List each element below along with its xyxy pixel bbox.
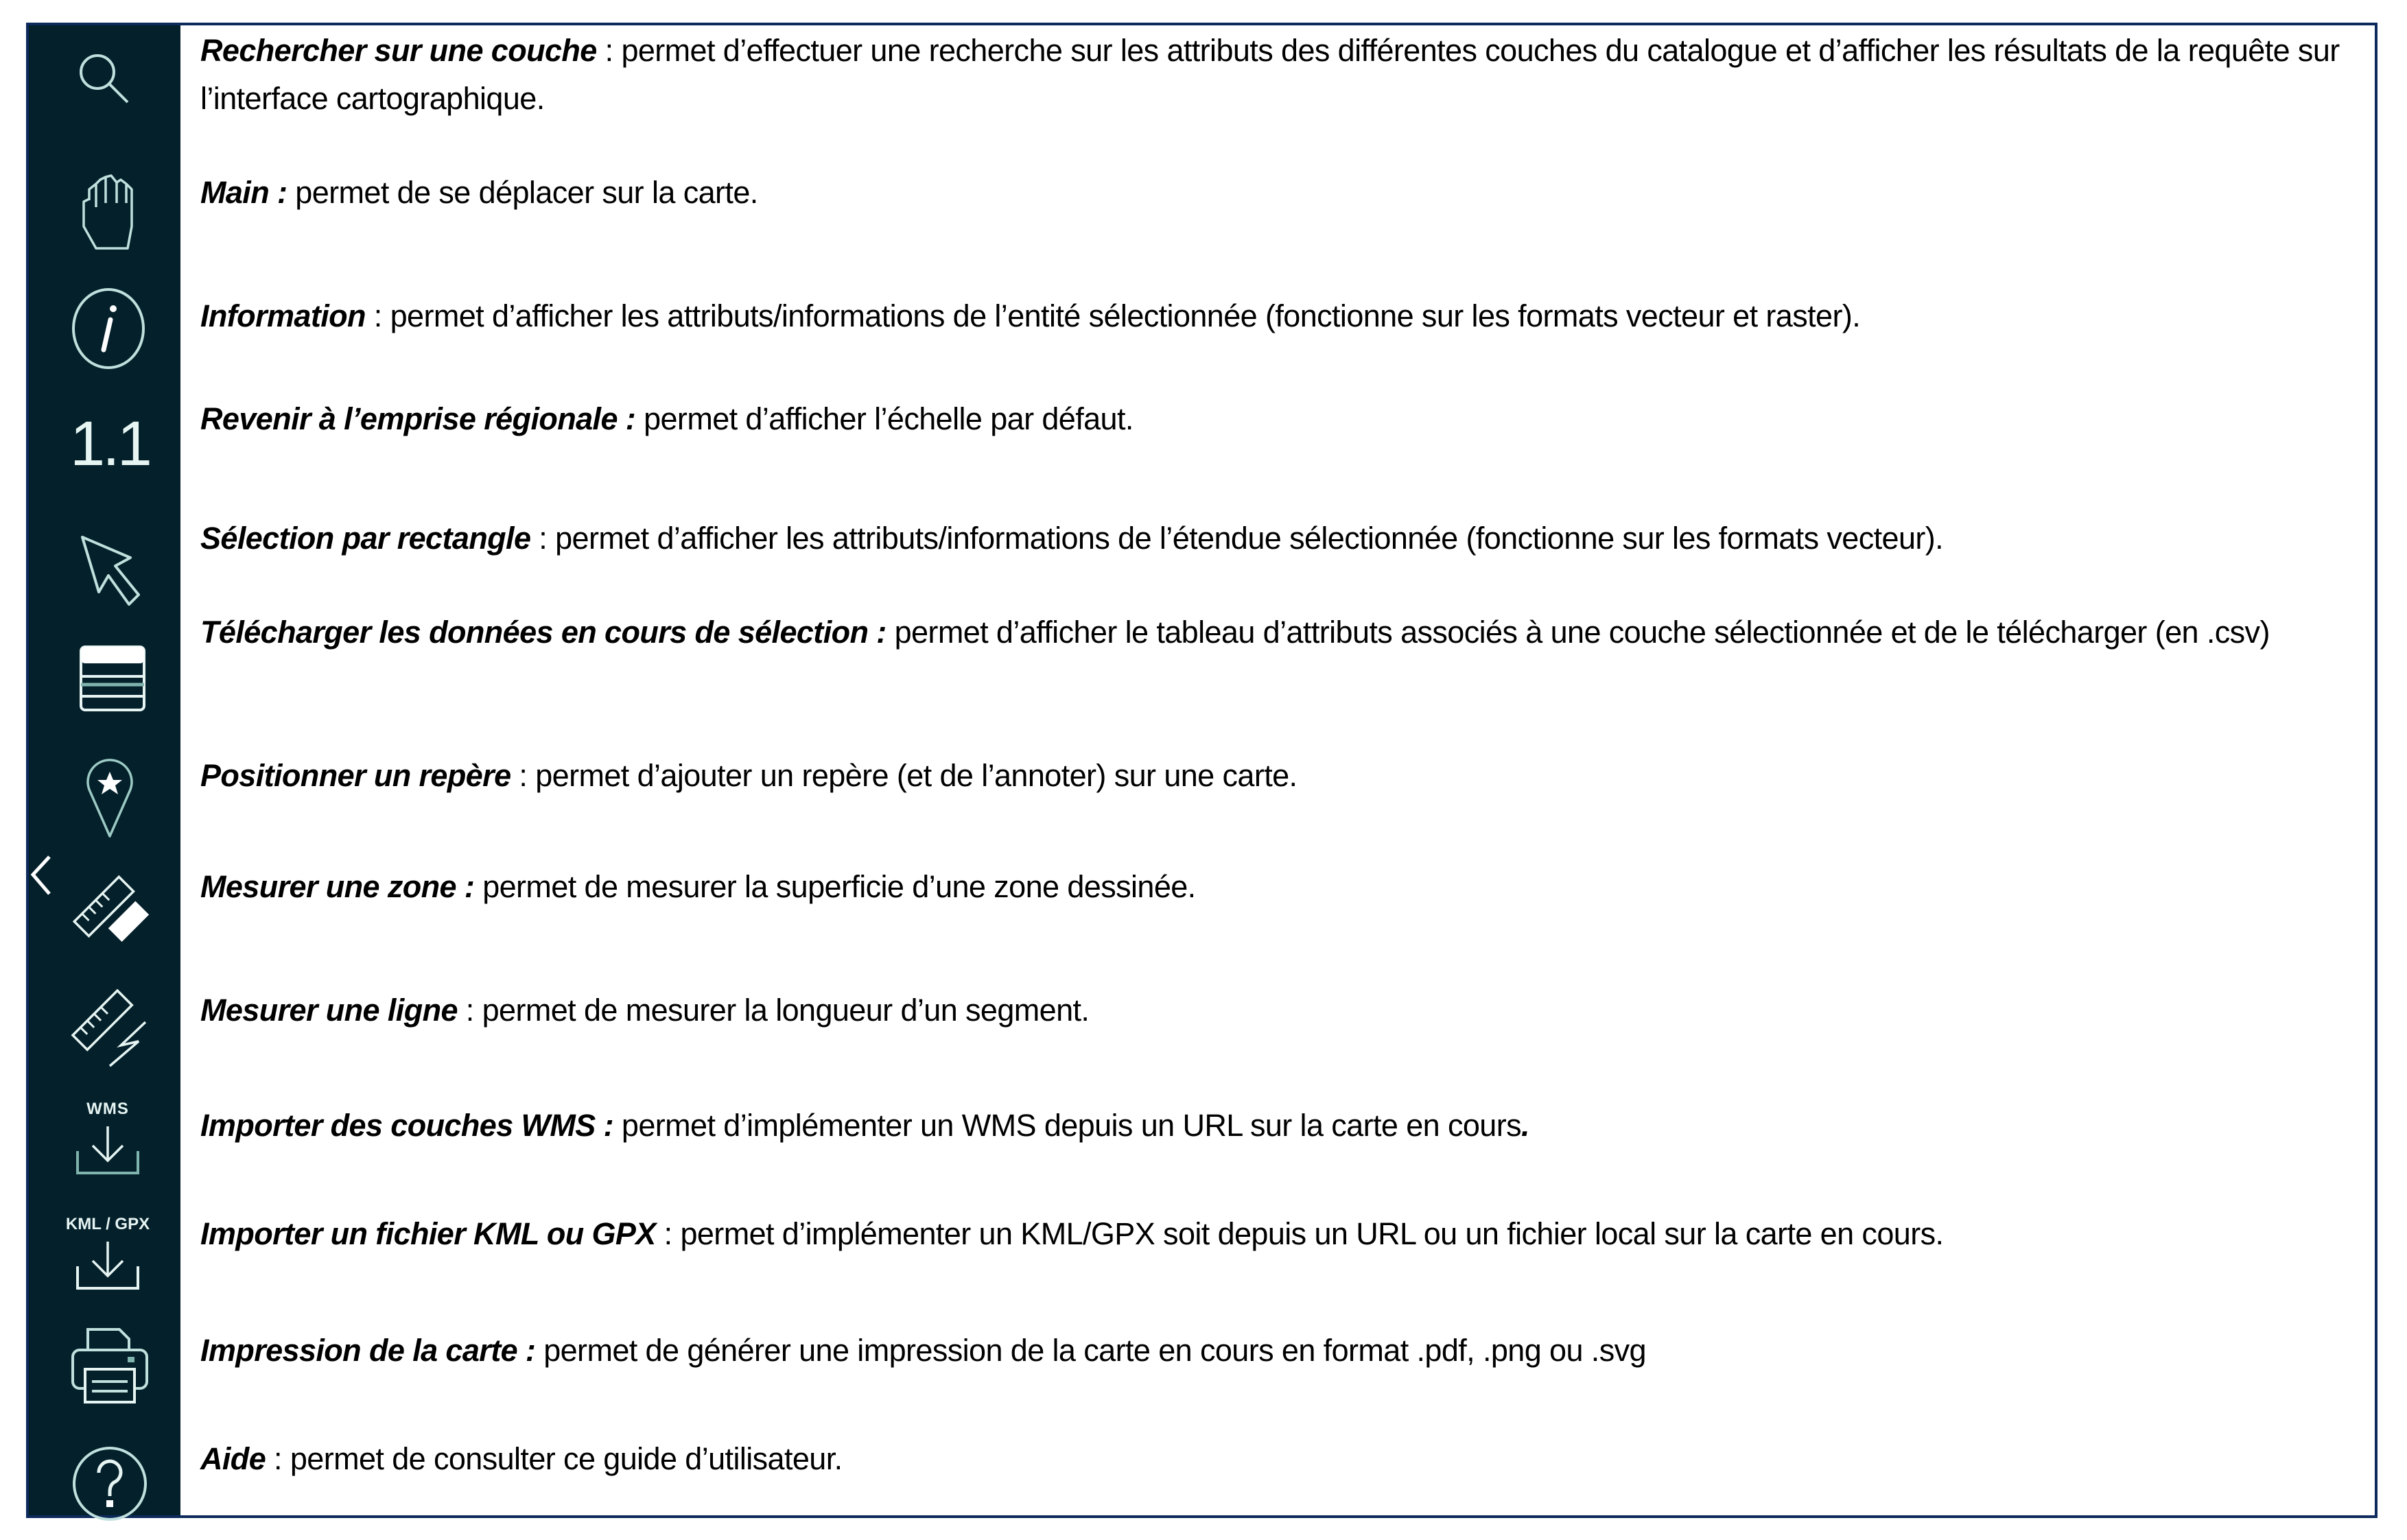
tool-separator: : bbox=[596, 33, 622, 68]
pointer-icon[interactable] bbox=[78, 533, 147, 615]
tool-title: Positionner un repère bbox=[200, 758, 511, 793]
tool-description: permet d’implémenter un WMS depuis un URL sur la carte en cours bbox=[621, 1108, 1522, 1143]
search-icon[interactable] bbox=[78, 53, 133, 108]
hand-icon[interactable] bbox=[78, 173, 133, 248]
tool-separator: : bbox=[510, 758, 536, 793]
tool-separator: : bbox=[457, 993, 482, 1028]
import-kml-gpx-icon[interactable] bbox=[49, 1216, 166, 1291]
tool-description: permet d’afficher les attributs/informations de l’entité sélectionnée (fonctionne sur les formats vecteur et raster). bbox=[390, 298, 1861, 333]
tool-description: permet de se déplacer sur la carte. bbox=[295, 175, 758, 210]
tool-row-marker bbox=[200, 752, 2362, 800]
printer-icon[interactable] bbox=[70, 1327, 150, 1406]
tool-row-regional-extent bbox=[200, 395, 2362, 443]
tool-description: permet de mesurer la superficie d’une zone dessinée. bbox=[482, 869, 1196, 904]
tool-separator bbox=[474, 869, 482, 904]
tool-separator: : bbox=[266, 1441, 290, 1476]
tool-title: Aide bbox=[200, 1441, 266, 1476]
tool-title: Main : bbox=[200, 175, 287, 210]
tool-description: permet de mesurer la longueur d’un segment. bbox=[482, 993, 1090, 1028]
tool-title: Importer des couches WMS : bbox=[200, 1108, 614, 1143]
tool-separator: : bbox=[655, 1216, 681, 1251]
measure-line-icon[interactable] bbox=[71, 989, 154, 1071]
tool-separator bbox=[287, 175, 295, 210]
tool-separator: : bbox=[365, 298, 390, 333]
tool-title: Mesurer une zone : bbox=[200, 869, 475, 904]
tool-separator bbox=[635, 401, 644, 436]
tool-row-print bbox=[200, 1327, 2362, 1375]
tool-description: permet de consulter ce guide d’utilisateur. bbox=[290, 1441, 843, 1476]
tool-row-measure-line bbox=[200, 986, 2362, 1034]
tool-row-measure-area bbox=[200, 863, 2362, 911]
tool-row-search bbox=[200, 27, 2362, 123]
tool-title: Mesurer une ligne bbox=[200, 993, 458, 1028]
chevron-left-icon[interactable] bbox=[29, 854, 54, 898]
tool-description: permet d’afficher le tableau d’attributs associés à une couche sélectionnée et de le télécharger (en .csv) bbox=[894, 615, 2270, 650]
tool-separator bbox=[535, 1333, 543, 1368]
tool-row-rectangle-selection bbox=[200, 514, 2362, 562]
tool-title: Revenir à l’emprise régionale : bbox=[200, 401, 636, 436]
import-wms-icon[interactable] bbox=[70, 1100, 145, 1176]
tool-description: permet d’afficher l’échelle par défaut. bbox=[644, 401, 1134, 436]
toolbar-sidebar bbox=[29, 25, 180, 1515]
tool-description: permet de générer une impression de la carte en cours en format .pdf, .png ou .svg bbox=[543, 1333, 1646, 1368]
tool-row-import-wms bbox=[200, 1102, 2362, 1150]
tool-description-tail: . bbox=[1521, 1108, 1529, 1143]
tool-title: Rechercher sur une couche bbox=[200, 33, 597, 68]
tool-description: permet d’implémenter un KML/GPX soit depuis un URL ou un fichier local sur la carte en cours. bbox=[680, 1216, 1944, 1251]
tool-title: Information bbox=[200, 298, 366, 333]
tool-title: Sélection par rectangle bbox=[200, 521, 531, 556]
tool-separator bbox=[887, 615, 895, 650]
table-icon[interactable] bbox=[80, 645, 145, 711]
measure-area-icon[interactable] bbox=[70, 873, 152, 955]
info-icon[interactable] bbox=[71, 287, 146, 370]
tool-row-download-selection bbox=[200, 608, 2362, 656]
tool-separator: : bbox=[530, 521, 556, 556]
tool-row-help bbox=[200, 1435, 2362, 1483]
tool-row-hand bbox=[200, 169, 2362, 217]
tool-row-information bbox=[200, 292, 2362, 340]
tool-title: Télécharger les données en cours de sélection : bbox=[200, 615, 887, 650]
tool-description: permet d’ajouter un repère (et de l’annoter) sur une carte. bbox=[535, 758, 1298, 793]
tool-row-import-kml-gpx bbox=[200, 1210, 2362, 1258]
tool-separator bbox=[613, 1108, 622, 1143]
map-marker-icon[interactable] bbox=[85, 759, 134, 839]
tool-title: Importer un fichier KML ou GPX bbox=[200, 1216, 656, 1251]
help-icon[interactable] bbox=[71, 1445, 148, 1522]
tool-description: permet d’effectuer une recherche sur les attributs des différentes couches du catalogue et d’afficher les résultats de la requête sur l’interface cartographique. bbox=[200, 33, 2340, 116]
scale-icon[interactable]: 1.1 bbox=[70, 409, 150, 479]
tool-title: Impression de la carte : bbox=[200, 1333, 536, 1368]
tool-description: permet d’afficher les attributs/informations de l’étendue sélectionnée (fonctionne sur les formats vecteur). bbox=[555, 521, 1944, 556]
kml-gpx-label: KML / GPX bbox=[65, 1215, 150, 1233]
wms-label: WMS bbox=[86, 1100, 129, 1118]
